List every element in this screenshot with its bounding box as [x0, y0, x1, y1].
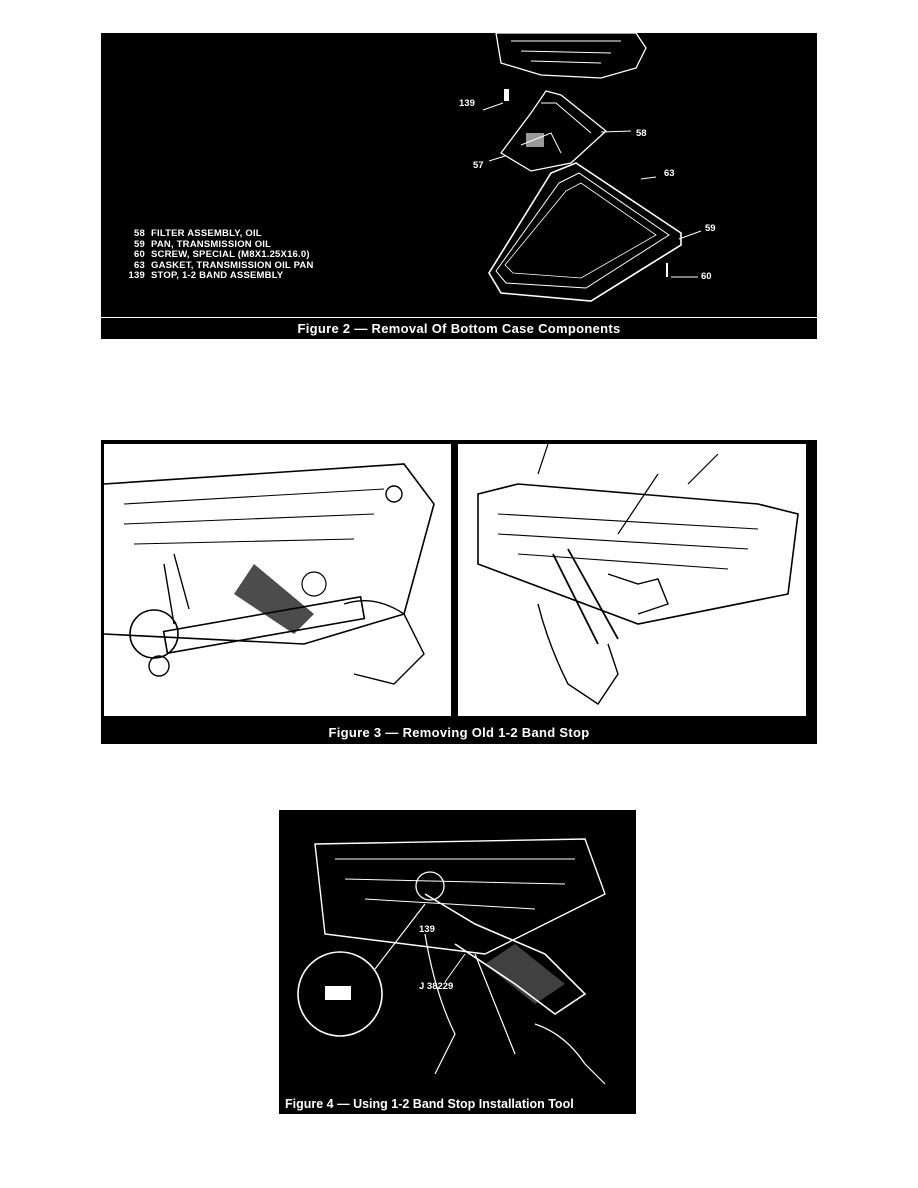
legend-item: 60 SCREW, SPECIAL (M8X1.25X16.0) [134, 249, 310, 260]
figure-4-photo-panel [285, 814, 621, 1094]
legend-item: 139 STOP, 1-2 BAND ASSEMBLY [128, 270, 284, 281]
installation-tool-illustration [285, 814, 621, 1094]
pliers-illustration [458, 444, 806, 716]
callout-139: 139 [459, 98, 475, 109]
figure-3-caption: Figure 3 — Removing Old 1-2 Band Stop [101, 722, 817, 744]
callout-60: 60 [701, 271, 712, 282]
legend-item: 59 PAN, TRANSMISSION OIL [134, 238, 272, 250]
callout-59: 59 [705, 223, 716, 234]
hammer-punch-illustration [104, 444, 451, 716]
figure-4 [279, 810, 636, 1114]
figure-2-legend [123, 229, 314, 282]
figure-3-left-panel [104, 444, 451, 716]
figure-3 [101, 440, 817, 744]
figure-2-caption: Figure 2 — Removal Of Bottom Case Components [101, 318, 817, 339]
figure-2 [101, 33, 817, 339]
callout-58: 58 [636, 128, 647, 139]
figure-4-caption: Figure 4 — Using 1-2 Band Stop Installation Tool [279, 1094, 636, 1114]
callout-tool: J 38229 [419, 981, 454, 992]
legend-item: 58 FILTER ASSEMBLY, OIL [134, 228, 262, 239]
callout-63: 63 [664, 168, 675, 179]
callout-57: 57 [473, 160, 484, 171]
callout-139: 139 [419, 924, 435, 935]
figure-3-right-panel [458, 444, 806, 716]
legend-item: 63 GASKET, TRANSMISSION OIL PAN [134, 259, 314, 271]
